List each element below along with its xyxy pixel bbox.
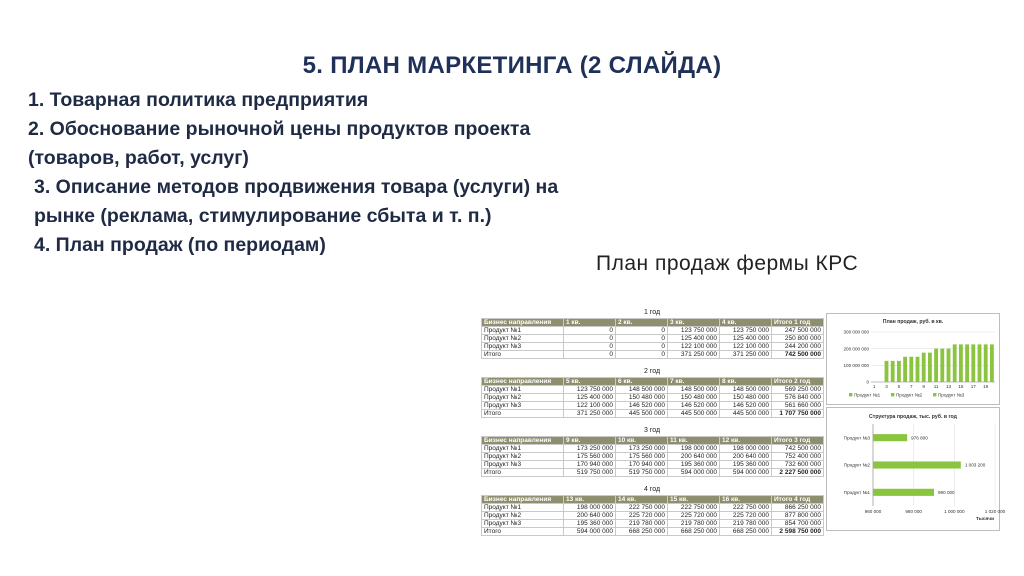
table-row: [482, 402, 824, 410]
table-cell: Продукт №1: [482, 327, 564, 335]
table-cell: 219 780 000: [616, 520, 668, 528]
list-item: рынке (реклама, стимулирование сбыта и т. п.): [34, 205, 492, 227]
bar: [885, 361, 889, 382]
column-header: Итого 3 год: [772, 437, 824, 445]
chart-title: План продаж, руб. в кв.: [882, 319, 944, 325]
bar: [873, 434, 907, 441]
table-cell: 122 100 000: [668, 343, 720, 351]
category-label: Продукт №3: [843, 435, 870, 441]
table-cell: Итого: [482, 469, 564, 477]
legend-label: Продукт №2: [896, 392, 923, 398]
table-cell: 198 000 000: [564, 504, 616, 512]
table-cell: 0: [564, 351, 616, 359]
table-cell: 148 500 000: [720, 386, 772, 394]
x-tick-label: 960 000: [864, 509, 882, 514]
table-cell: 877 800 000: [772, 512, 824, 520]
x-tick-label: 3: [885, 384, 888, 389]
table-cell: 569 250 000: [772, 386, 824, 394]
column-header: 14 кв.: [616, 496, 668, 504]
table-cell: 200 640 000: [564, 512, 616, 520]
table-cell: 195 360 000: [564, 520, 616, 528]
table-header-row: [482, 437, 824, 445]
table-cell: 668 250 000: [616, 528, 668, 536]
table-cell: 200 640 000: [668, 453, 720, 461]
table-cell: 123 750 000: [720, 327, 772, 335]
table-header-row: [482, 319, 824, 327]
table-cell: 173 250 000: [616, 445, 668, 453]
x-tick-label: 13: [945, 384, 952, 389]
table-cell: 225 720 000: [720, 512, 772, 520]
legend-label: Продукт №3: [938, 392, 965, 398]
column-header: Бизнес направления: [482, 378, 564, 386]
table-row: [482, 469, 824, 477]
list-item: 3. Описание методов продвижения товара (услуги) на: [34, 176, 559, 198]
bar: [928, 353, 932, 382]
table-row: [482, 351, 824, 359]
table-cell: 0: [564, 327, 616, 335]
table-cell: 854 700 000: [772, 520, 824, 528]
column-header: 9 кв.: [564, 437, 616, 445]
bar: [971, 344, 975, 382]
bar: [947, 349, 951, 383]
column-header: 6 кв.: [616, 378, 668, 386]
table-header-row: [482, 496, 824, 504]
legend-swatch: [849, 393, 852, 396]
table-cell: 146 520 000: [720, 402, 772, 410]
table-cell: 225 720 000: [668, 512, 720, 520]
slide-title: 5. ПЛАН МАРКЕТИНГА (2 СЛАЙДА): [302, 52, 722, 79]
data-label: 976 800: [911, 435, 928, 441]
table-cell: 0: [616, 335, 668, 343]
x-tick-label: 9: [922, 384, 925, 389]
table-cell: 0: [616, 351, 668, 359]
table-cell: 148 500 000: [616, 386, 668, 394]
table-cell: 866 250 000: [772, 504, 824, 512]
column-header: Бизнес направления: [482, 319, 564, 327]
table-row: [482, 445, 824, 453]
table-cell: Продукт №3: [482, 343, 564, 351]
table-cell: 125 400 000: [668, 335, 720, 343]
table-cell: 222 750 000: [668, 504, 720, 512]
column-header: 3 кв.: [668, 319, 720, 327]
table-cell: Продукт №2: [482, 394, 564, 402]
table-cell: 0: [564, 343, 616, 351]
column-header: 15 кв.: [668, 496, 720, 504]
table-cell: Итого: [482, 410, 564, 418]
bar: [940, 349, 944, 383]
x-tick-label: 7: [910, 384, 913, 389]
table-cell: 222 750 000: [616, 504, 668, 512]
table-cell: Итого: [482, 351, 564, 359]
table-row: [482, 512, 824, 520]
x-tick-label: 5: [897, 384, 901, 389]
bar: [873, 461, 961, 468]
table-cell: Продукт №3: [482, 520, 564, 528]
list-item: 2. Обоснование рыночной цены продуктов проекта: [28, 118, 531, 140]
data-label: 990 000: [938, 489, 955, 495]
table-row: [482, 504, 824, 512]
table-cell: 0: [564, 335, 616, 343]
sales-table: [481, 495, 824, 536]
table-cell: 371 250 000: [564, 410, 616, 418]
table-cell: 195 360 000: [720, 461, 772, 469]
year-label: 4 год: [643, 486, 661, 493]
table-cell: 742 500 000: [772, 445, 824, 453]
list-item: 4. План продаж (по периодам): [34, 234, 326, 256]
year-label: 3 год: [643, 427, 661, 434]
list-item: (товаров, работ, услуг): [28, 147, 249, 169]
bar: [916, 357, 920, 382]
table-cell: 225 720 000: [616, 512, 668, 520]
bar: [984, 344, 988, 382]
column-header: 1 кв.: [564, 319, 616, 327]
table-cell: 371 250 000: [668, 351, 720, 359]
table-row: [482, 343, 824, 351]
x-tick-label: 11: [933, 384, 939, 389]
bar: [909, 357, 913, 382]
table-cell: 445 500 000: [616, 410, 668, 418]
table-cell: 170 940 000: [616, 461, 668, 469]
table-cell: 752 400 000: [772, 453, 824, 461]
x-tick-label: 1 000 000: [944, 509, 965, 514]
column-header: 8 кв.: [720, 378, 772, 386]
y-tick-label: 200 000 000: [843, 346, 869, 352]
legend-label: Продукт №1: [854, 392, 881, 398]
table-cell: 146 520 000: [616, 402, 668, 410]
table-cell: 2 598 750 000: [772, 528, 824, 536]
table-cell: 576 840 000: [772, 394, 824, 402]
table-cell: 561 660 000: [772, 402, 824, 410]
topic-list: [28, 86, 668, 260]
year-label: 1 год: [643, 309, 661, 316]
category-label: Продукт №1: [843, 489, 870, 495]
table-cell: 150 480 000: [668, 394, 720, 402]
table-cell: 742 500 000: [772, 351, 824, 359]
list-item: 1. Товарная политика предприятия: [28, 89, 369, 111]
table-cell: 195 360 000: [668, 461, 720, 469]
table-cell: Продукт №2: [482, 453, 564, 461]
bar: [978, 344, 982, 382]
table-cell: Продукт №1: [482, 386, 564, 394]
x-tick-label: 17: [970, 384, 976, 389]
table-cell: Продукт №2: [482, 512, 564, 520]
x-tick-label: 15: [958, 384, 964, 389]
y-tick-label: 300 000 000: [843, 329, 869, 335]
x-tick-label: 19: [983, 384, 989, 389]
sales-structure-chart: [826, 407, 1006, 531]
legend-swatch: [891, 393, 894, 396]
table-cell: 519 750 000: [616, 469, 668, 477]
table-row: [482, 461, 824, 469]
table-cell: 146 520 000: [668, 402, 720, 410]
table-cell: Итого: [482, 528, 564, 536]
table-cell: 125 400 000: [564, 394, 616, 402]
column-header: 10 кв.: [616, 437, 668, 445]
y-tick-label: 100 000 000: [843, 362, 869, 368]
table-cell: 173 250 000: [564, 445, 616, 453]
table-cell: 175 560 000: [564, 453, 616, 461]
table-cell: 247 500 000: [772, 327, 824, 335]
table-cell: 594 000 000: [720, 469, 772, 477]
column-header: 7 кв.: [668, 378, 720, 386]
table-row: [482, 386, 824, 394]
column-header: 11 кв.: [668, 437, 720, 445]
sales-table: [481, 318, 824, 359]
x-axis-label: Тысячи: [975, 517, 995, 522]
column-header: Итого 4 год: [772, 496, 824, 504]
column-header: 16 кв.: [720, 496, 772, 504]
legend-swatch: [933, 393, 936, 396]
year-label: 2 год: [643, 368, 661, 375]
table-cell: 150 480 000: [720, 394, 772, 402]
column-header: Бизнес направления: [482, 437, 564, 445]
table-cell: 170 940 000: [564, 461, 616, 469]
bar: [990, 344, 994, 382]
table-cell: 123 750 000: [668, 327, 720, 335]
bar: [903, 357, 907, 382]
table-cell: 445 500 000: [668, 410, 720, 418]
x-tick-label: 1 020 000: [984, 509, 1006, 514]
table-cell: 219 780 000: [720, 520, 772, 528]
chart-title: Структура продаж, тыс. руб. в год: [869, 414, 957, 420]
table-cell: 668 250 000: [668, 528, 720, 536]
table-row: [482, 453, 824, 461]
column-header: 13 кв.: [564, 496, 616, 504]
table-cell: 122 100 000: [564, 402, 616, 410]
data-label: 1 003 200: [964, 462, 986, 468]
category-label: Продукт №2: [843, 462, 870, 468]
table-cell: 123 750 000: [564, 386, 616, 394]
table-cell: 150 480 000: [616, 394, 668, 402]
table-cell: 594 000 000: [564, 528, 616, 536]
sales-plan-chart: [826, 313, 1000, 405]
bar: [891, 361, 895, 382]
bar: [922, 353, 926, 382]
table-cell: 519 750 000: [564, 469, 616, 477]
table-cell: 219 780 000: [668, 520, 720, 528]
table-cell: 244 200 000: [772, 343, 824, 351]
table-cell: 198 000 000: [720, 445, 772, 453]
table-cell: 594 000 000: [668, 469, 720, 477]
table-cell: 125 400 000: [720, 335, 772, 343]
table-cell: 445 500 000: [720, 410, 772, 418]
table-cell: Продукт №3: [482, 402, 564, 410]
table-row: [482, 520, 824, 528]
bar: [965, 344, 969, 382]
sales-plan-chart-svg: [827, 314, 999, 404]
table-cell: 0: [616, 343, 668, 351]
column-header: Итого 1 год: [772, 319, 824, 327]
column-header: 4 кв.: [720, 319, 772, 327]
table-cell: 732 600 000: [772, 461, 824, 469]
table-cell: 175 560 000: [616, 453, 668, 461]
sales-tables: [481, 308, 823, 544]
column-header: 5 кв.: [564, 378, 616, 386]
table-header-row: [482, 378, 824, 386]
table-cell: 198 000 000: [668, 445, 720, 453]
sales-structure-chart-svg: [827, 408, 1006, 530]
column-header: Итого 2 год: [772, 378, 824, 386]
column-header: 12 кв.: [720, 437, 772, 445]
bar: [897, 361, 901, 382]
column-header: Бизнес направления: [482, 496, 564, 504]
table-cell: 2 227 500 000: [772, 469, 824, 477]
table-cell: 0: [616, 327, 668, 335]
table-row: [482, 335, 824, 343]
table-cell: Продукт №1: [482, 445, 564, 453]
bar: [934, 349, 938, 383]
sales-table: [481, 377, 824, 418]
table-row: [482, 327, 824, 335]
table-row: [482, 410, 824, 418]
bar: [959, 344, 963, 382]
table-cell: 1 707 750 000: [772, 410, 824, 418]
table-cell: 122 100 000: [720, 343, 772, 351]
table-row: [482, 394, 824, 402]
table-cell: 250 800 000: [772, 335, 824, 343]
bar: [953, 344, 957, 382]
table-cell: Продукт №1: [482, 504, 564, 512]
table-cell: 371 250 000: [720, 351, 772, 359]
table-cell: 200 640 000: [720, 453, 772, 461]
table-cell: 222 750 000: [720, 504, 772, 512]
table-cell: Продукт №3: [482, 461, 564, 469]
figure-title: План продаж фермы КРС: [596, 252, 859, 275]
x-tick-label: 1: [872, 384, 876, 389]
sales-table: [481, 436, 824, 477]
table-cell: Продукт №2: [482, 335, 564, 343]
y-tick-label: 0: [866, 379, 869, 385]
bar: [873, 489, 934, 496]
table-row: [482, 528, 824, 536]
x-tick-label: 980 000: [905, 509, 922, 514]
table-cell: 148 500 000: [668, 386, 720, 394]
table-cell: 668 250 000: [720, 528, 772, 536]
column-header: 2 кв.: [616, 319, 668, 327]
